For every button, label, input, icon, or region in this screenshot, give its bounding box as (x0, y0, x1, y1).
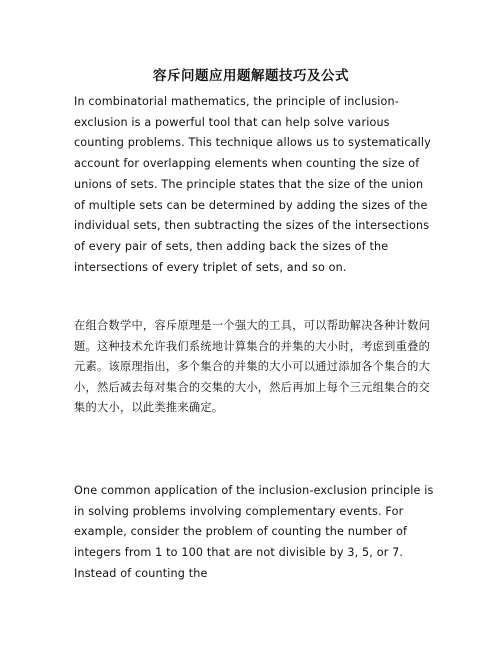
paragraph-english-intro: In combinatorial mathematics, the principle of inclusion-exclusion is a powerful tool that can help solve various counting problems. This technique allows us to systematically account for overlapping elements when counting the size of unions of sets. The principle states that the size of the union of multiple sets can be determined by adding the sizes of the individual sets, then subtracting the sizes of the intersections of every pair of sets, then adding back the sizes of the intersections of every triplet of sets, and so on. (74, 95, 431, 274)
paragraph-chinese-intro: 在组合数学中，容斥原理是一个强大的工具，可以帮助解决各种计数问题。这种技术允许我们系统地计算集合的并集的大小时，考虑到重叠的元素。该原理指出，多个集合的并集的大小可以通过添加各个集合的大小，然后减去每对集合的交集的大小，然后再加上每个三元组集合的交集的大小，以此类推来确定。 (74, 319, 431, 414)
document-title: 容斥问题应用题解题技巧及公式 (153, 68, 349, 84)
paragraph-english-application: One common application of the inclusion-exclusion principle is in solving problems involving complementary events. For example, consider the problem of counting the number of integers from 1 to 100 that are not divisible by 3, 5, or 7. Instead of counting the (74, 484, 434, 580)
